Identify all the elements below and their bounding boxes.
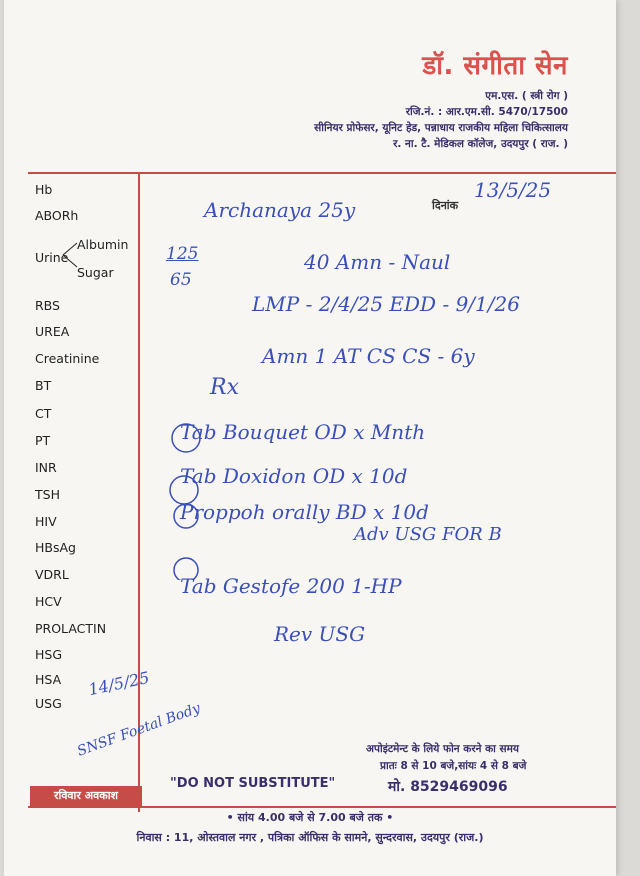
- qualification: एम.एस. ( स्त्री रोग ): [485, 90, 568, 102]
- clinic-address: निवास : 11, ओस्तवाल नगर , पत्रिका ऑफिस के सामने, सुन्दरवास, उदयपुर (राज.): [136, 831, 484, 844]
- appointment-times: प्रातः 8 से 10 बजे,सांयः 4 से 8 बजे: [380, 760, 527, 772]
- do-not-substitute: "DO NOT SUBSTITUTE": [170, 776, 336, 791]
- test-bt: BT: [35, 378, 52, 393]
- date-label: दिनांक: [432, 199, 459, 212]
- test-vdrl: VDRL: [35, 567, 69, 582]
- rx-symbol: Rx: [210, 375, 239, 400]
- test-pt: PT: [35, 433, 51, 448]
- mobile-number: मो. 8529469096: [388, 779, 508, 795]
- handwritten-patient: Archanaya 25y: [204, 198, 356, 222]
- test-ct: CT: [35, 406, 52, 421]
- handwritten-bp-systolic: 125: [166, 244, 199, 264]
- handwritten-date: 13/5/25: [474, 178, 552, 202]
- test-rbs: RBS: [35, 298, 60, 313]
- handwritten-item-2: Tab Doxidon OD x 10d: [180, 464, 408, 488]
- appointment-text: अपोइंटमेन्ट के लिये फोन करने का समय: [366, 743, 520, 755]
- column-divider: [138, 172, 140, 812]
- test-hb: Hb: [35, 182, 53, 197]
- test-usg: USG: [35, 696, 62, 711]
- registration-number: रजि.नं. : आर.एम.सी. 5470/17500: [405, 106, 568, 118]
- test-urine-albumin: Albumin: [77, 237, 129, 252]
- test-urine: Urine: [35, 250, 69, 265]
- test-creatinine: Creatinine: [35, 351, 100, 366]
- test-hiv: HIV: [35, 514, 57, 529]
- handwritten-history: Amn 1 AT CS CS - 6y: [262, 344, 475, 368]
- doctor-name: डॉ. संगीता सेन: [422, 51, 568, 81]
- handwritten-item-1: Tab Bouquet OD x Mnth: [180, 420, 426, 444]
- handwritten-followup-note: SNSF Foetal Body: [75, 700, 203, 760]
- test-hcv: HCV: [35, 594, 62, 609]
- test-inr: INR: [35, 460, 57, 475]
- test-hsa: HSA: [35, 672, 62, 687]
- handwritten-review: Rev USG: [274, 622, 366, 646]
- footer-divider: [28, 806, 616, 808]
- item-number-circles: [164, 410, 224, 580]
- handwritten-lmp-edd: LMP - 2/4/25 EDD - 9/1/26: [252, 292, 520, 316]
- designation: सीनियर प्रोफेसर, यूनिट हेड, पन्नाधाय राजकीय महिला चिकित्सालय: [314, 122, 568, 134]
- handwritten-advice: Adv USG FOR B: [354, 524, 502, 545]
- test-aborh: ABORh: [35, 208, 79, 223]
- handwritten-followup-date: 14/5/25: [86, 667, 151, 700]
- handwritten-item-3: Proppoh orally BD x 10d: [180, 500, 429, 524]
- test-tsh: TSH: [35, 487, 60, 502]
- letterhead: [314, 46, 568, 152]
- prescription-paper: [4, 0, 616, 876]
- test-urine-sugar: Sugar: [77, 265, 114, 280]
- test-hsg: HSG: [35, 647, 63, 662]
- handwritten-complaint: 40 Amn - Naul: [304, 250, 451, 274]
- clinic-hours: • सांय 4.00 बजे से 7.00 बजे तक •: [226, 811, 394, 824]
- test-urea: UREA: [35, 324, 70, 339]
- test-prolactin: PROLACTIN: [35, 621, 107, 636]
- test-hbsag: HBsAg: [35, 540, 76, 555]
- holiday-label: रविवार अवकाश: [30, 786, 142, 806]
- header-divider: [28, 172, 616, 174]
- college: र. ना. टै. मेडिकल कॉलेज, उदयपुर ( राज. ): [393, 138, 568, 150]
- handwritten-item-4: Tab Gestofe 200 1-HP: [180, 574, 402, 598]
- handwritten-bp-diastolic: 65: [170, 270, 192, 290]
